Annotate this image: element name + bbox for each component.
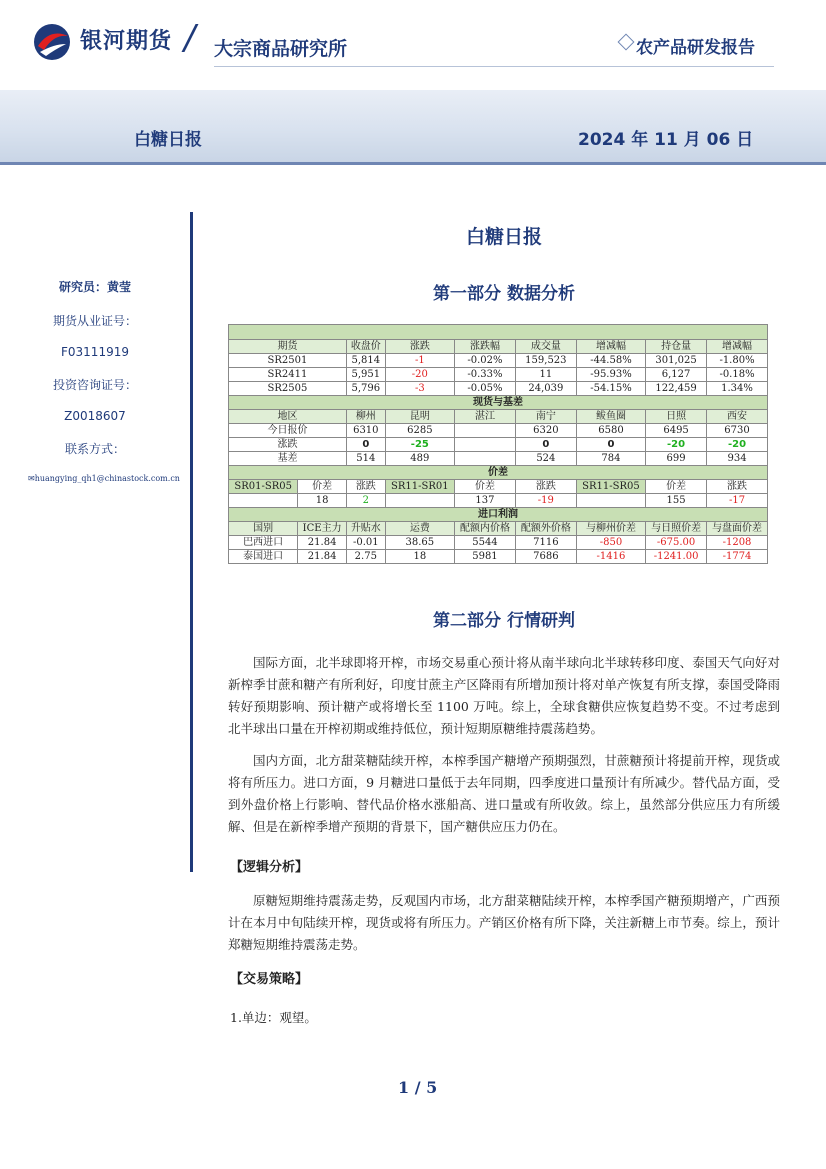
table-row: [229, 494, 768, 508]
table-cell: 6320: [515, 424, 576, 438]
table-cell: -1.80%: [707, 354, 768, 368]
table-cell: 巴西进口: [229, 536, 298, 550]
table-cell: 6495: [646, 424, 707, 438]
table-cell: 0: [576, 438, 645, 452]
table-cell: [455, 438, 516, 452]
title-band: [0, 90, 826, 165]
table-cell: -1774: [707, 550, 768, 564]
section-1-title: 第一部分 数据分析: [433, 284, 575, 304]
table-cell: -1: [385, 354, 454, 368]
report-type: 农产品研发报告: [636, 38, 755, 58]
table-cell: 24,039: [515, 382, 576, 396]
researcher-name: 研究员：黄莹: [58, 280, 131, 294]
table-cell: 122,459: [646, 382, 707, 396]
table-cell: SR2411: [229, 368, 347, 382]
table-cell: 与盘面价差: [707, 522, 768, 536]
table-cell: [455, 452, 516, 466]
table-cell: 涨跌: [707, 480, 768, 494]
strategy-item: 1.单边：观望。: [230, 1010, 317, 1025]
spot-title: 现货与基差: [229, 396, 768, 410]
table-cell: 涨跌: [385, 340, 454, 354]
table-cell: 增减幅: [707, 340, 768, 354]
table-cell: -850: [576, 536, 645, 550]
table-cell: 7686: [515, 550, 576, 564]
table-cell: -1241.00: [646, 550, 707, 564]
table-cell: -95.93%: [576, 368, 645, 382]
table-cell: -19: [515, 494, 576, 508]
table-cell: 增减幅: [576, 340, 645, 354]
header-rule: [214, 66, 774, 67]
table-cell: 涨跌: [229, 438, 347, 452]
spread-header-row: [229, 480, 768, 494]
table-cell: 国别: [229, 522, 298, 536]
galaxy-logo-icon: [32, 22, 72, 62]
diamond-icon: [618, 34, 635, 51]
table-cell: SR2501: [229, 354, 347, 368]
futures-cert: F03111919: [61, 345, 129, 359]
paragraph-domestic: 国内方面，北方甜菜糖陆续开榨，本榨季国产糖增产预期强烈，甘蔗糖预计将提前开榨，现货或将有所压力。进口方面，9 月糖进口量低于去年同期，四季度进口量预计有所减少。替代品方面，受到外盘价格上行影响、替代品价格水涨船高、进口量或有所收敛。综上，虽然部分供应压力有所缓解、但是在新榨季增产预期的背景下，国产糖供应压力仍在。: [228, 753, 780, 834]
table-cell: 137: [455, 494, 516, 508]
import-title: 进口利润: [229, 508, 768, 522]
table-cell: -25: [385, 438, 454, 452]
table-cell: 基差: [229, 452, 347, 466]
table-cell: [576, 494, 645, 508]
contact-label: 联系方式：: [64, 442, 125, 456]
table-cell: 配额外价格: [515, 522, 576, 536]
table-cell: 784: [576, 452, 645, 466]
table-row: [229, 354, 768, 368]
table-cell: 18: [298, 494, 347, 508]
table-cell: 7116: [515, 536, 576, 550]
table-row: [229, 452, 768, 466]
advisor-cert-label: 投资咨询证号：: [52, 378, 137, 392]
report-date: 2024 年 11 月 06 日: [578, 130, 754, 150]
spot-header-row: [229, 410, 768, 424]
table-cell: -0.05%: [455, 382, 516, 396]
table-cell: -17: [707, 494, 768, 508]
table-cell: 11: [515, 368, 576, 382]
table-cell: -54.15%: [576, 382, 645, 396]
contact-email[interactable]: [28, 474, 180, 483]
table-cell: [455, 424, 516, 438]
report-header: [0, 0, 826, 82]
table-cell: 涨跌: [515, 480, 576, 494]
table-cell: 湛江: [455, 410, 516, 424]
futures-cert-label: 期货从业证号：: [52, 314, 137, 328]
import-header-row: [229, 522, 768, 536]
table-cell: -20: [385, 368, 454, 382]
table-cell: 6,127: [646, 368, 707, 382]
table-cell: 升贴水: [346, 522, 385, 536]
table-cell: SR11-SR05: [576, 480, 645, 494]
table-cell: 成交量: [515, 340, 576, 354]
table-row: [229, 550, 768, 564]
table-cell: -675.00: [646, 536, 707, 550]
table-cell: -0.18%: [707, 368, 768, 382]
table-cell: -20: [707, 438, 768, 452]
table-cell: -0.01: [346, 536, 385, 550]
table-cell: 155: [646, 494, 707, 508]
table-cell: -20: [646, 438, 707, 452]
table-cell: 699: [646, 452, 707, 466]
table-cell: 5544: [455, 536, 516, 550]
table-cell: 18: [385, 550, 454, 564]
table-cell: ICE主力: [298, 522, 347, 536]
table-cell: 运费: [385, 522, 454, 536]
table-row: [229, 368, 768, 382]
table-cell: 6310: [346, 424, 385, 438]
table-cell: 收盘价: [346, 340, 385, 354]
section-2-title: 第二部分 行情研判: [433, 611, 575, 631]
table-cell: SR11-SR01: [385, 480, 454, 494]
table-cell: 配额内价格: [455, 522, 516, 536]
paragraph-international: 国际方面，北半球即将开榨，市场交易重心预计将从南半球向北半球转移印度、泰国天气向好对新榨季甘蔗和糖产有所利好，印度甘蔗主产区降雨有所增加预计将对单产恢复有所支撑，泰国受降雨转好预期影响、预计糖产或将增长至 1100 万吨。综上，全球食糖供应恢复趋势不变。不过考虑到北半球出口量在开榨初期或维持低位，预计短期原糖维持震荡趋势。: [228, 655, 780, 736]
table-cell: 38.65: [385, 536, 454, 550]
table-cell: 21.84: [298, 550, 347, 564]
data-table: [228, 324, 768, 564]
table-cell: 524: [515, 452, 576, 466]
table-row: [229, 424, 768, 438]
table-cell: 价差: [646, 480, 707, 494]
table-cell: -1208: [707, 536, 768, 550]
table-cell: 持仓量: [646, 340, 707, 354]
paragraph-logic: 原糖短期维持震荡走势，反观国内市场，北方甜菜糖陆续开榨，本榨季国产糖预期增产，广西预计在本月中旬陆续开榨，现货或将有所压力。产销区价格有所下降，关注新糖上市节奏。综上，预计郑糖短期维持震荡走势。: [228, 893, 780, 952]
table-cell: SR2505: [229, 382, 347, 396]
table-cell: 489: [385, 452, 454, 466]
table-cell: 涨跌: [346, 480, 385, 494]
table-cell: 2: [346, 494, 385, 508]
table-cell: [229, 494, 298, 508]
spot-section-header: [229, 396, 768, 410]
table-cell: 西安: [707, 410, 768, 424]
table-cell: 0: [515, 438, 576, 452]
table-cell: 6285: [385, 424, 454, 438]
table-cell: -3: [385, 382, 454, 396]
advisor-cert: Z0018607: [64, 409, 126, 423]
table-cell: 柳州: [346, 410, 385, 424]
table-cell: 159,523: [515, 354, 576, 368]
logo-text: 银河期货: [80, 29, 173, 54]
table-cell: 鲅鱼圈: [576, 410, 645, 424]
table-cell: 与日照价差: [646, 522, 707, 536]
table-cell: 泰国进口: [229, 550, 298, 564]
table-cell: -0.02%: [455, 354, 516, 368]
band-title: 白糖日报: [134, 130, 202, 150]
main-title: 白糖日报: [465, 226, 542, 248]
table-cell: 5,814: [346, 354, 385, 368]
table-cell: 934: [707, 452, 768, 466]
table-cell: SR01-SR05: [229, 480, 298, 494]
table-cell: 5,951: [346, 368, 385, 382]
table-cell: 期货: [229, 340, 347, 354]
table-cell: 21.84: [298, 536, 347, 550]
page-number: 1 / 5: [398, 1078, 438, 1097]
table-cell: 价差: [455, 480, 516, 494]
table-cell: 地区: [229, 410, 347, 424]
header-divider: /: [184, 18, 196, 58]
table-cell: -44.58%: [576, 354, 645, 368]
table-cell: -1416: [576, 550, 645, 564]
table-cell: 0: [346, 438, 385, 452]
table-cell: 价差: [298, 480, 347, 494]
table-cell: 日照: [646, 410, 707, 424]
email-text: huangying_qh1@chinastock.com.cn: [34, 474, 180, 483]
table-row: [229, 438, 768, 452]
table-row: [229, 382, 768, 396]
table-cell: 与柳州价差: [576, 522, 645, 536]
table-cell: 涨跌幅: [455, 340, 516, 354]
table-cell: 514: [346, 452, 385, 466]
import-section-header: [229, 508, 768, 522]
table-cell: 6580: [576, 424, 645, 438]
table-cell: 昆明: [385, 410, 454, 424]
spread-title: 价差: [229, 466, 768, 480]
table-cell: [385, 494, 454, 508]
table-cell: 今日报价: [229, 424, 347, 438]
spread-section-header: [229, 466, 768, 480]
sidebar-divider: [190, 212, 193, 872]
table-cell: 6730: [707, 424, 768, 438]
futures-header-row: [229, 340, 768, 354]
table-cell: 2.75: [346, 550, 385, 564]
logic-analysis-label: 【逻辑分析】: [230, 860, 309, 875]
table-cell: -0.33%: [455, 368, 516, 382]
table-cell: 301,025: [646, 354, 707, 368]
table-cell: 1.34%: [707, 382, 768, 396]
table-cell: 南宁: [515, 410, 576, 424]
institute-name: 大宗商品研究所: [214, 38, 348, 60]
table-row: [229, 536, 768, 550]
mail-icon: ✉: [28, 474, 35, 483]
trading-strategy-label: 【交易策略】: [230, 972, 309, 987]
table-cell: 5,796: [346, 382, 385, 396]
table-cell: 5981: [455, 550, 516, 564]
table-top-bar: [229, 325, 768, 340]
